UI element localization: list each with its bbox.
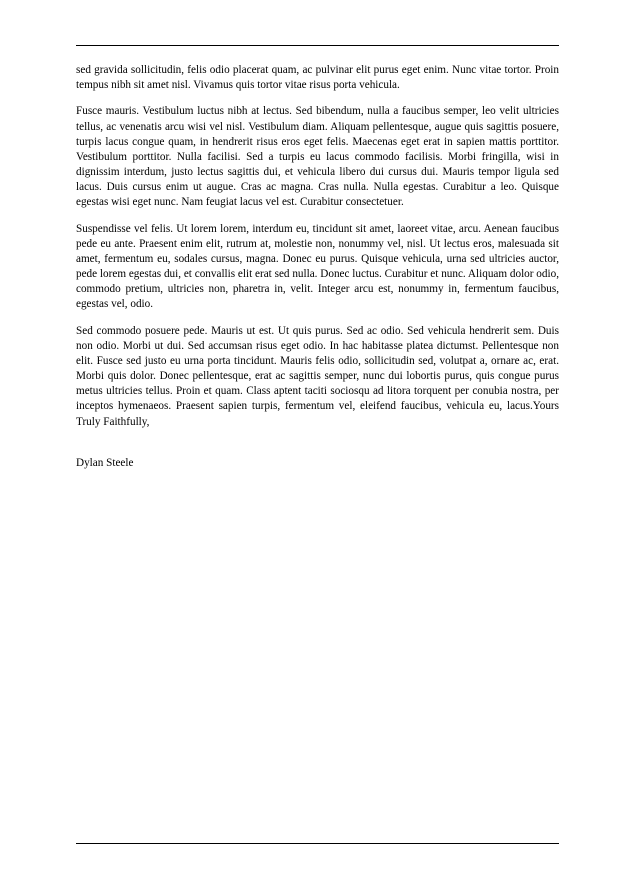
paragraph-3: Suspendisse vel felis. Ut lorem lorem, interdum eu, tincidunt sit amet, laoreet vitae, arcu. Aenean faucibus pede eu ante. Praesent enim elit, rutrum at, molestie non, nonummy vel, nisl. Ut lectus eros, malesuada sit amet, fermentum eu, sodales cursus, magna. Donec eu purus. Quisque vehicula, urna sed ultricies auctor, pede lorem egestas dui, et convallis elit erat sed nulla. Donec luctus. Curabitur et nunc. Aliquam dolor odio, commodo pretium, ultricies non, pharetra in, velit. Integer arcu est, nonummy in, fermentum faucibus, egestas vel, odio. xyxy=(76,222,559,311)
header-rule xyxy=(76,45,559,46)
paragraph-2: Fusce mauris. Vestibulum luctus nibh at lectus. Sed bibendum, nulla a faucibus semper, leo velit ultricies tellus, ac venenatis arcu wisi vel nisl. Vestibulum diam. Aliquam pellentesque, augue quis sagittis posuere, turpis lacus congue quam, in hendrerit risus eros eget felis. Maecenas eget erat in sapien mattis porttitor. Vestibulum porttitor. Nulla facilisi. Sed a turpis eu lacus commodo facilisis. Morbi fringilla, wisi in dignissim interdum, justo lectus sagittis dui, et vehicula libero dui cursus dui. Mauris tempor ligula sed lacus. Duis cursus enim ut augue. Cras ac magna. Cras nulla. Nulla egestas. Curabitur a leo. Quisque egestas wisi eget nunc. Nam feugiat lacus vel est. Curabitur consectetuer. xyxy=(76,105,559,209)
paragraph-1: sed gravida sollicitudin, felis odio placerat quam, ac pulvinar elit purus eget enim. Nunc vitae tortor. Proin tempus nibh sit amet nisl. Vivamus quis tortor vitae risus porta vehicula. xyxy=(76,64,559,92)
signature-name: Dylan Steele xyxy=(76,456,134,469)
letter-body xyxy=(76,63,559,471)
footer-rule xyxy=(76,843,559,844)
paragraph-4: Sed commodo posuere pede. Mauris ut est. Ut quis purus. Sed ac odio. Sed vehicula hendrerit sem. Duis non odio. Morbi ut dui. Sed accumsan risus eget odio. In hac habitasse platea dictumst. Pellentesque non elit. Fusce sed justo eu urna porta tincidunt. Mauris felis odio, sollicitudin sed, volutpat a, ornare ac, erat. Morbi quis dolor. Donec pellentesque, erat ac sagittis semper, nunc dui lobortis purus, quis congue purus metus ultricies tellus. Proin et quam. Class aptent taciti sociosqu ad litora torquent per conubia nostra, per inceptos hymenaeos. Praesent sapien turpis, fermentum vel, eleifend faucibus, vehicula eu, lacus.Yours Truly Faithfully, xyxy=(76,324,559,428)
